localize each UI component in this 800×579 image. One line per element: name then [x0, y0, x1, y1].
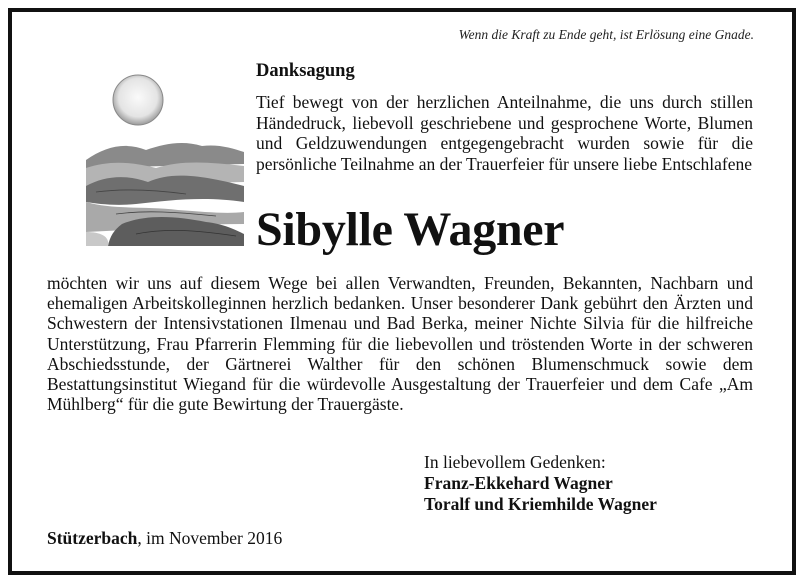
signer-1: Franz-Ekkehard Wagner	[424, 473, 613, 493]
signer-2: Toralf und Kriemhilde Wagner	[424, 494, 657, 514]
heading: Danksagung	[256, 61, 355, 81]
place-date	[47, 528, 282, 549]
place-date-text: , im November 2016	[137, 528, 283, 548]
place-town: Stützerbach	[47, 528, 138, 548]
intro-text: Tief bewegt von der herzlichen Anteilnahme, die uns durch stillen Händedruck, liebevoll geschriebene und gesprochene Worte, Blumen und Geldzuwendungen entgegengebracht wurden sowie für die persönliche Teilnahme an der Trauerfeier für unsere liebe Entschlafene	[256, 92, 753, 174]
closing-block	[424, 452, 657, 515]
moon	[113, 75, 163, 125]
closing-line: In liebevollem Gedenken:	[424, 452, 606, 472]
body-text: möchten wir uns auf diesem Wege bei allen Verwandten, Freunden, Bekannten, Nachbarn und ehemaligen Arbeitskolleginnen herzlich bedanken. Unser besonderer Dank gebührt den Ärzten und Schwestern der Intensivstationen Ilmenau und Bad Berka, meiner Nichte Silvia für die hilfreiche Unterstützung, Frau Pfarrerin Flemming für die liebevollen und tröstenden Worte in der schweren Abschiedsstunde, der Gärtnerei Walther für den schönen Blumenschmuck sowie dem Bestattungsinstitut Wiegand für die würdevolle Ausgestaltung der Trauerfeier und dem Cafe „Am Mühlberg“ für die gute Bewirtung der Trauergäste.	[47, 273, 753, 415]
deceased-name: Sibylle Wagner	[256, 203, 565, 256]
moon-landscape-illustration	[86, 64, 244, 246]
motto: Wenn die Kraft zu Ende geht, ist Erlösung eine Gnade.	[458, 27, 754, 42]
